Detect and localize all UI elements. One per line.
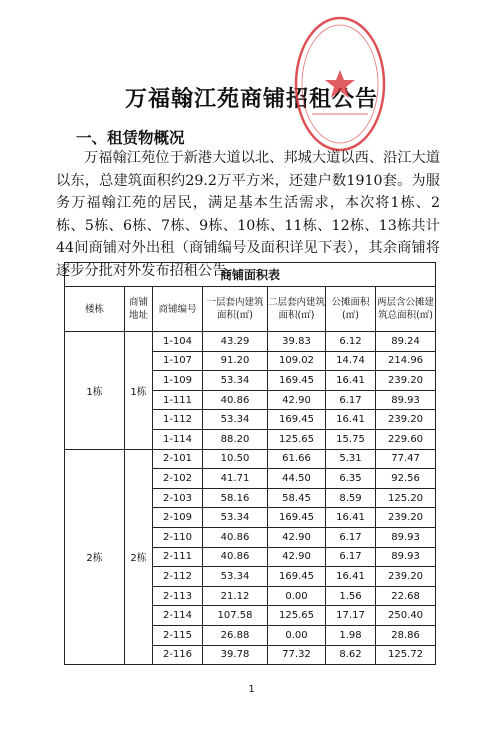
table-cell: 2-111 xyxy=(153,547,203,567)
table-cell: 8.62 xyxy=(326,645,376,665)
table-cell: 88.20 xyxy=(203,429,268,449)
section-heading: 一、租赁物概况 xyxy=(76,128,185,147)
table-cell: 28.86 xyxy=(376,625,436,645)
table-cell: 2-114 xyxy=(153,606,203,626)
table-cell: 1.56 xyxy=(326,586,376,606)
table-cell: 2-115 xyxy=(153,625,203,645)
table-cell: 169.45 xyxy=(268,567,326,587)
table-cell: 39.78 xyxy=(203,645,268,665)
table-cell: 109.02 xyxy=(268,351,326,371)
table-cell: 125.72 xyxy=(376,645,436,665)
table-cell: 0.00 xyxy=(268,586,326,606)
table-cell: 40.86 xyxy=(203,547,268,567)
table-cell: 58.16 xyxy=(203,488,268,508)
table-cell: 5.31 xyxy=(326,449,376,469)
table-cell: 16.41 xyxy=(326,410,376,430)
table-cell: 89.93 xyxy=(376,390,436,410)
table-cell: 14.74 xyxy=(326,351,376,371)
building-cell: 1栋 xyxy=(65,332,125,450)
table-row xyxy=(65,449,436,469)
table-cell: 53.34 xyxy=(203,371,268,391)
address-cell: 1栋 xyxy=(125,332,153,450)
column-header: 商铺编号 xyxy=(153,287,203,332)
table-cell: 16.41 xyxy=(326,508,376,528)
table-caption: 商铺面积表 xyxy=(65,263,436,287)
table-cell: 2-110 xyxy=(153,527,203,547)
table-cell: 40.86 xyxy=(203,527,268,547)
column-header: 两层含公摊建筑总面积(㎡) xyxy=(376,287,436,332)
table-cell: 53.34 xyxy=(203,567,268,587)
table-cell: 53.34 xyxy=(203,410,268,430)
table-cell: 10.50 xyxy=(203,449,268,469)
table-cell: 1-104 xyxy=(153,332,203,352)
table-cell: 125.65 xyxy=(268,429,326,449)
table-cell: 92.56 xyxy=(376,469,436,489)
table-cell: 26.88 xyxy=(203,625,268,645)
table-cell: 229.60 xyxy=(376,429,436,449)
table-row xyxy=(65,332,436,352)
table-cell: 21.12 xyxy=(203,586,268,606)
table-cell: 89.93 xyxy=(376,547,436,567)
table-cell: 22.68 xyxy=(376,586,436,606)
table-cell: 239.20 xyxy=(376,371,436,391)
table-cell: 40.86 xyxy=(203,390,268,410)
table-cell: 53.34 xyxy=(203,508,268,528)
column-header: 商铺地址 xyxy=(125,287,153,332)
table-cell: 2-109 xyxy=(153,508,203,528)
table-cell: 169.45 xyxy=(268,371,326,391)
table-cell: 77.47 xyxy=(376,449,436,469)
table-cell: 42.90 xyxy=(268,527,326,547)
table-cell: 8.59 xyxy=(326,488,376,508)
table-cell: 16.41 xyxy=(326,567,376,587)
address-cell: 2栋 xyxy=(125,449,153,665)
table-cell: 6.17 xyxy=(326,390,376,410)
table-cell: 125.65 xyxy=(268,606,326,626)
table-cell: 17.17 xyxy=(326,606,376,626)
table-cell: 239.20 xyxy=(376,508,436,528)
table-cell: 1-107 xyxy=(153,351,203,371)
table-cell: 42.90 xyxy=(268,390,326,410)
table-cell: 43.29 xyxy=(203,332,268,352)
table-cell: 89.24 xyxy=(376,332,436,352)
table-cell: 58.45 xyxy=(268,488,326,508)
table-cell: 169.45 xyxy=(268,508,326,528)
table-cell: 6.35 xyxy=(326,469,376,489)
table-cell: 169.45 xyxy=(268,410,326,430)
column-header: 一层套内建筑面积(㎡) xyxy=(203,287,268,332)
table-cell: 6.17 xyxy=(326,527,376,547)
table-cell: 0.00 xyxy=(268,625,326,645)
table-cell: 1-111 xyxy=(153,390,203,410)
table-cell: 89.93 xyxy=(376,527,436,547)
table-cell: 2-113 xyxy=(153,586,203,606)
table-cell: 44.50 xyxy=(268,469,326,489)
table-cell: 214.96 xyxy=(376,351,436,371)
table-cell: 1-114 xyxy=(153,429,203,449)
page-title: 万福翰江苑商铺招租公告 xyxy=(124,86,378,112)
table-cell: 1-109 xyxy=(153,371,203,391)
table-cell: 1-112 xyxy=(153,410,203,430)
table-cell: 41.71 xyxy=(203,469,268,489)
company-seal-icon xyxy=(290,12,390,157)
page-number: 1 xyxy=(248,684,255,695)
column-header: 公摊面积(㎡) xyxy=(326,287,376,332)
table-cell: 61.66 xyxy=(268,449,326,469)
table-cell: 2-103 xyxy=(153,488,203,508)
intro-paragraph: 万福翰江苑位于新港大道以北、邦城大道以西、沿江大道以东，总建筑面积约29.2万平方米，还建户数1910套。为服务万福翰江苑的居民，满足基本生活需求，本次将1栋、2栋、5栋、6栋、7栋、9栋、10栋、11栋、12栋、13栋共计44间商铺对外出租（商铺编号及面积详见下表），其余商铺将逐步分批对外发布招租公告。 xyxy=(56,150,440,279)
table-cell: 15.75 xyxy=(326,429,376,449)
table-cell: 91.20 xyxy=(203,351,268,371)
table-cell: 125.20 xyxy=(376,488,436,508)
table-cell: 2-112 xyxy=(153,567,203,587)
table-cell: 6.12 xyxy=(326,332,376,352)
table-cell: 239.20 xyxy=(376,410,436,430)
table-cell: 16.41 xyxy=(326,371,376,391)
table-cell: 1.98 xyxy=(326,625,376,645)
table-cell: 250.40 xyxy=(376,606,436,626)
shop-area-table xyxy=(64,262,436,665)
column-header: 二层套内建筑面积(㎡) xyxy=(268,287,326,332)
column-header: 楼栋 xyxy=(65,287,125,332)
table-cell: 2-101 xyxy=(153,449,203,469)
table-cell: 77.32 xyxy=(268,645,326,665)
building-cell: 2栋 xyxy=(65,449,125,665)
table-cell: 2-116 xyxy=(153,645,203,665)
table-cell: 42.90 xyxy=(268,547,326,567)
table-cell: 239.20 xyxy=(376,567,436,587)
table-cell: 107.58 xyxy=(203,606,268,626)
table-cell: 2-102 xyxy=(153,469,203,489)
table-cell: 39.83 xyxy=(268,332,326,352)
table-cell: 6.17 xyxy=(326,547,376,567)
